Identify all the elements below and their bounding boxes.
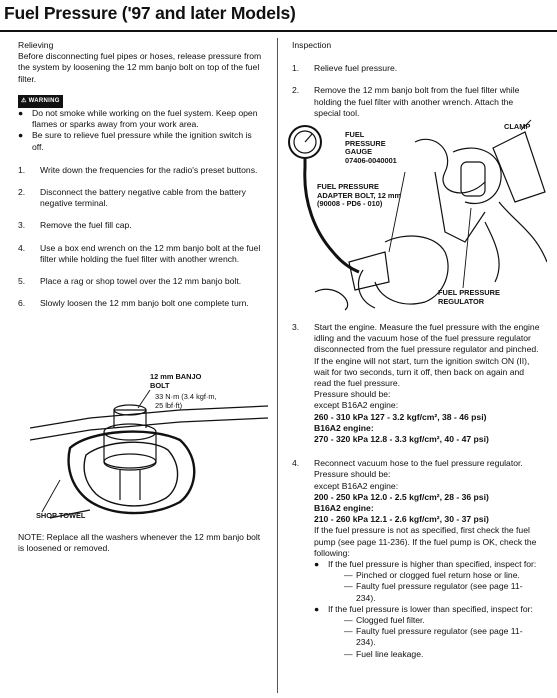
check-text: If the fuel pressure is higher than specified, inspect for:	[328, 559, 537, 570]
check-subitem-text: Fuel line leakage.	[356, 648, 424, 659]
relieve-step	[18, 187, 263, 209]
clamp-label: CLAMP	[504, 122, 531, 131]
dash-icon: —	[344, 570, 353, 581]
check-subitem	[314, 615, 542, 626]
check-subitem	[314, 581, 542, 603]
not-spec-text: If the fuel pressure is not as specified, first check the fuel pump (see page 11-236). If the fuel pump is OK, check the following:	[314, 525, 537, 558]
dash-icon: —	[344, 615, 353, 626]
page-title: Fuel Pressure ('97 and later Models)	[4, 3, 296, 23]
check-subitem-text: Clogged fuel filter.	[356, 615, 425, 626]
step-text: Reconnect vacuum hose to the fuel pressure regulator.	[314, 458, 523, 469]
check-text: If the fuel pressure is lower than specified, inspect for:	[328, 603, 533, 614]
step-text: Remove the 12 mm banjo bolt from the fuel filter while holding the fuel filter with another wrench. Attach the special tool.	[314, 85, 520, 118]
regulator-label	[438, 289, 500, 306]
relieve-step	[18, 298, 263, 309]
gauge-label-line: FUEL	[345, 130, 365, 139]
bullet-icon: ●	[18, 108, 24, 119]
step-number: 6.	[18, 298, 26, 309]
inspection-section	[292, 40, 542, 119]
relieving-section	[18, 40, 263, 309]
check-item	[314, 559, 542, 570]
check-subitem-text: Pinched or clogged fuel return hose or line.	[356, 570, 520, 581]
dash-icon: —	[344, 648, 353, 659]
relieve-step	[18, 220, 263, 231]
shop-towel-label: SHOP TOWEL	[36, 511, 86, 520]
step-number: 2.	[18, 187, 26, 198]
gauge-label-line: 07406-0040001	[345, 155, 397, 165]
check-subitem-text: Faulty fuel pressure regulator (see page 11-234).	[356, 626, 523, 648]
step-number: 3.	[18, 220, 26, 231]
check-subitem	[314, 649, 542, 660]
adapter-bolt-label	[317, 183, 401, 209]
column-divider	[277, 38, 278, 693]
step-text: Start the engine. Measure the fuel pressure with the engine idling and the vacuum hose of the fuel pressure regulator disconnected from the fuel pressure regulator and pinched. If the engine will not start, turn the ignition switch ON (II), wait for two seconds, turn it off, then back on again and read the fuel pressure.	[314, 322, 540, 389]
banjo-bolt-figure	[30, 370, 270, 520]
washer-note	[18, 532, 263, 554]
spec-value: 200 - 250 kPa 12.0 - 2.5 kgf/cm², 28 - 36 psi)	[314, 491, 489, 502]
warning-badge: ⚠ WARNING	[18, 95, 63, 108]
spec-value: 210 - 260 kPa 12.1 - 2.6 kgf/cm², 30 - 37 psi)	[314, 514, 489, 525]
spec-engine-label: B16A2 engine:	[314, 503, 374, 514]
spec-engine-label: B16A2 engine:	[314, 422, 374, 433]
step-text: Use a box end wrench on the 12 mm banjo bolt at the fuel filter while holding the fuel filter with another wrench.	[40, 242, 261, 264]
check-item	[314, 604, 542, 615]
washer-note-text: NOTE: Replace all the washers whenever the 12 mm banjo bolt is loosened or removed.	[18, 532, 261, 554]
bullet-icon: ●	[314, 559, 320, 570]
banjo-bolt-label-line: BOLT	[150, 380, 170, 390]
step-text: Slowly loosen the 12 mm banjo bolt one complete turn.	[40, 298, 249, 309]
step-body	[314, 322, 542, 445]
step-number: 1.	[18, 164, 26, 175]
step-number: 4.	[292, 458, 300, 469]
inspect-step	[292, 63, 542, 74]
torque-spec	[155, 393, 217, 410]
regulator-label-line: REGULATOR	[438, 296, 485, 306]
banjo-bolt-label-line: 12 mm BANJO	[150, 372, 202, 381]
step-number: 5.	[18, 276, 26, 287]
spec-heading: Pressure should be:	[314, 469, 391, 480]
step-text: Write down the frequencies for the radio's preset buttons.	[40, 164, 258, 175]
step-text: Relieve fuel pressure.	[314, 63, 398, 74]
dash-icon: —	[344, 581, 353, 592]
gauge-label-line: GAUGE	[345, 147, 373, 157]
step-text: Remove the fuel fill cap.	[40, 220, 132, 231]
title-rule	[0, 30, 557, 32]
inspection-heading: Inspection	[292, 40, 332, 50]
step-number: 3.	[292, 322, 300, 332]
check-subitem	[314, 626, 542, 648]
inspection-steps-3-4	[292, 322, 542, 660]
relieve-step	[18, 165, 263, 176]
adapter-bolt-label-line: ADAPTER BOLT, 12 mm	[317, 190, 402, 200]
inspect-step	[292, 322, 542, 445]
torque-spec-line: 33 N·m (3.4 kgf·m,	[155, 392, 217, 401]
spec-engine-label: except B16A2 engine:	[314, 400, 399, 411]
regulator-label-line: FUEL PRESSURE	[438, 288, 500, 297]
adapter-bolt-label-line: FUEL PRESSURE	[317, 182, 379, 191]
check-subitem-text: Faulty fuel pressure regulator (see page 11-234).	[356, 581, 523, 603]
spec-heading: Pressure should be:	[314, 389, 391, 400]
bullet-icon: ●	[18, 130, 24, 141]
spec-engine-label: except B16A2 engine:	[314, 480, 399, 491]
step-number: 4.	[18, 242, 26, 253]
spec-value: 260 - 310 kPa 127 - 3.2 kgf/cm², 38 - 46 psi)	[314, 411, 487, 422]
inspect-step	[292, 458, 542, 660]
step-text: Place a rag or shop towel over the 12 mm banjo bolt.	[40, 276, 242, 287]
warning-item	[18, 108, 263, 130]
spec-value: 270 - 320 kPa 12.8 - 3.3 kgf/cm², 40 - 47 psi)	[314, 434, 489, 445]
step-body	[314, 458, 542, 660]
fuel-pressure-gauge-figure	[285, 112, 547, 312]
banjo-bolt-label	[150, 373, 201, 390]
gauge-label-line: PRESSURE	[345, 138, 386, 148]
warning-item	[18, 130, 263, 152]
step-number: 1.	[292, 63, 300, 74]
adapter-bolt-label-line: (90008 - PD6 - 010)	[317, 199, 383, 209]
bullet-icon: ●	[314, 603, 320, 614]
warning-text: Be sure to relieve fuel pressure while the ignition switch is off.	[32, 130, 252, 152]
step-text: Disconnect the battery negative cable from the battery negative terminal.	[40, 187, 246, 209]
relieve-step	[18, 243, 263, 265]
dash-icon: —	[344, 626, 353, 637]
check-subitem	[314, 570, 542, 581]
relieving-intro: Before disconnecting fuel pipes or hoses, release pressure from the system by loosening the 12 mm banjo bolt on top of the fuel filter.	[18, 51, 262, 84]
warning-badge-label: WARNING	[28, 97, 60, 104]
relieve-step	[18, 276, 263, 287]
warning-text: Do not smoke while working on the fuel system. Keep open flames or sparks away from your work area.	[32, 108, 258, 130]
gauge-label	[345, 131, 397, 165]
relieving-heading: Relieving	[18, 40, 54, 50]
step-number: 2.	[292, 85, 300, 96]
torque-spec-line: 25 lbf·ft)	[155, 400, 183, 410]
